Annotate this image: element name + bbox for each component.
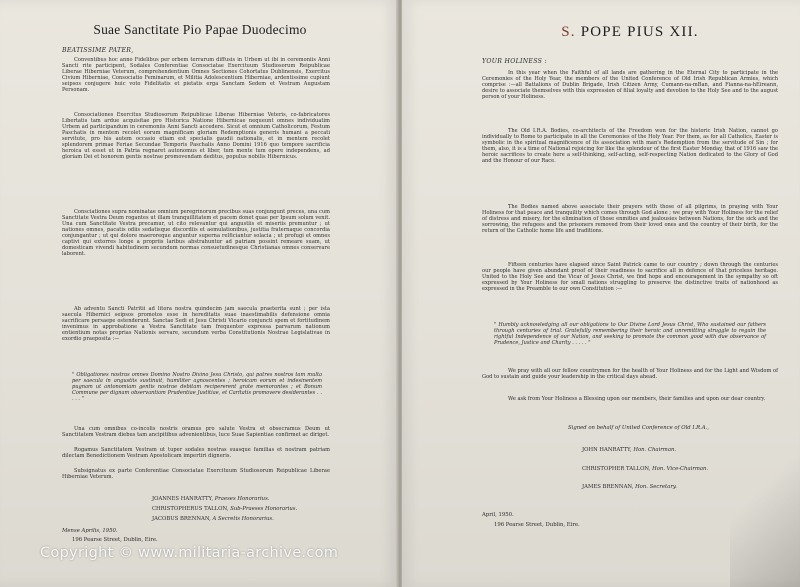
latin-paragraph-3: Consciationes supra nominatae omnium peregrinorum precibus suas conjungunt preces, una cum Sanctitate Vestra Deum rogantes ut illam tranquillitatem et pacem donet quae per Ipsum solum venit. Una cum Sanctitate Vestra precamur, ut cito relevantur qui angustiis et miseriis premuntur ; ut nationes omnes, pacatis odiis sedatisque discordiis et aemulationibus, justitia fraternaque concordia conjungantur ; ut qui dolore maeroreque anguntur superna relficiantur solacia ; ut profugi et omnes captivi qui extorres longe a propriis laribus abstrahuntur ad patriam possint remeare suam, ut domesticam vivendi habitudinem secundum normas consuetudinesque Christianas omnes conservare laborent. — [62, 209, 330, 258]
english-title — [480, 24, 780, 41]
signed-on-behalf-line: Signed on behalf of United Conference of Old I.R.A., — [568, 425, 709, 431]
english-address: 196 Pearse Street, Dublin, Eire. — [494, 522, 580, 528]
latin-signature-2 — [152, 506, 362, 513]
english-salutation: YOUR HOLINESS : — [482, 58, 547, 65]
latin-signature-1 — [152, 496, 362, 503]
signatory-name: JAMES BRENNAN, — [582, 484, 634, 490]
signatory-role: Hon. Vice-Chairman. — [652, 466, 709, 472]
signatory-role: Praeses Honorarius. — [214, 496, 270, 502]
signatory-role: Hon. Chairman. — [633, 447, 677, 453]
english-paragraph-5: We pray with all our fellow countrymen for the health of Your Holiness and for the Light and Wisdom of God to sustain and guide your leadership in the critical days ahead. — [482, 368, 778, 381]
latin-paragraph-4: Ab adventu Sancti Patritii ad litora nostra quindecim jam saecula praeterita sunt ; per ista saecula Hibernici seipsos promotos esse in hereditatis suae inaestimabilis defensione omnia sacrificare persaepe ostenderunt. Sanctae Sedi et Jesu Christi Vicario conjuncti spem et fortitudinem invenimus in approbatione a Vestra Sanctitate tam frequenter expressa parvarum nationum entientium notas proprias Nationis servare, secundum verba Constitutionis Nostrae Legislativae in exordio praeposita :— — [62, 306, 330, 343]
signatory-name: JACOBUS BRENNAN, — [152, 516, 211, 522]
english-paragraph-6: We ask from Your Holiness a Blessing upon our members, their families and upon our dear country. — [508, 396, 766, 402]
latin-constitution-quote: " Obligationes nostras omnes Domino Nostro Divino Jesu Christo, qui patres nostros tam multa per saecula in angustiis sustinuit, humiliter agnoscentes ; heroicam eorum et indesinentem pugnam ut antonomiam gentis nostrae debitam recipererent grate memorantes ; et Bonum Commune per dignam observantiam Prudentiae Justitiae, et Caritatis promovere desiderantes . . . . . " — [72, 372, 322, 403]
copyright-watermark: Copyright © www.militaria-archive.com — [40, 545, 339, 561]
latin-paragraph-1: Conventibus hoc anno Fidelibus per orbem terrarum diffusis in Urbem ut ibi in ceremoniis Anni Sancti rite participent, Sodales Conferentiae Consociatae Exercituum Studiosorum Reipublicae Liberae Hiberniae Veterum, comprehendentium Omnes Sectiones Cohortatus Dublinensis, Exercitus Civium Hiberniae, Consociatio Feminarum, et Militia Adolescentium Hiberniae, ardentissime cupiunt seipsos conjugere huic voto Fidelitatis et pietatis erga Sanctam Sedem et Vestram Augustam Personam. — [62, 57, 330, 94]
signatory-role: A Secretis Honorarius. — [212, 516, 274, 522]
page-corner-shadow — [730, 427, 800, 587]
signatory-name: JOANNES HANRATTY, — [152, 496, 214, 502]
english-paragraph-4: Fifteen centuries have elapsed since Saint Patrick came to our country ; down through the centuries our people have given abundant proof of their readiness to sacrifice all in defence of that priceless heritage. United to the Holy See and the Vicar of Jesus Christ, we find hope and encouragement in the sympathy so oft expressed by Your Holiness for small nations struggling to preserve the distinctive traits of nationhood as expressed in the Preamble to our own Constitution :— — [482, 262, 778, 293]
title-text: POPE PIUS XII. — [580, 24, 699, 40]
english-paragraph-2: The Old I.R.A. Bodies, co-architects of the Freedom won for the historic Irish Nation, cannot go individually to Rome to participate in all the Ceremonies of the Holy Year. For them, as for all Catholics, Easter is symbolic in the spiritual magnificence of its association with man's Redemption from the servitude of Sin ; for them, also, it is a time of National rejoicing for like the splendour of the first Easter Monday, that of 1916 saw the heroic sacrifices to create here a self-thinking, self-acting, self-respecting Nation dedicated to the Glory of God and the Honour of our Race. — [482, 128, 778, 165]
signatory-name: JOHN HANRATTY, — [582, 447, 632, 453]
latin-salutation: BEATISSIME PATER, — [62, 47, 134, 54]
english-letter-page — [402, 0, 800, 587]
latin-title: Suae Sanctitate Pio Papae Duodecimo — [93, 22, 307, 37]
latin-paragraph-5: Una cum omnibus co-incolis nostris oramus pro salute Vestra et obsecramus Deum ut Sanctitatem Vestram diebus tam ancipitibus advenientibus, luce Suae Sapientiae confirmet ac diriget. — [62, 426, 330, 439]
english-constitution-quote: " Humbly acknowledging all our obligations to Our Divine Lord Jesus Christ, Who sustained our fathers through centuries of trial. Gratefully remembering their heroic and unremitting struggle to regain the rightful Independence of our Nation, and seeking to promote the common good with due observance of Prudence, Justice and Charity . . . . . " — [494, 322, 766, 347]
signatory-name: CHRISTOPHER TALLON, — [582, 466, 651, 472]
english-paragraph-3: The Bodies named above associate their prayers with those of all pilgrims, in praying with Your Holiness for that peace and tranquility which comes through God alone ; we pray with Your Holiness for the relief of distress and misery, for the elimination of those enmities and jealousies between Nations, for the sick and the sorrowing, the refugees and the prisoners removed from their loved ones and the country of their birth, for the return of the Catholic home life and traditions. — [482, 204, 778, 235]
latin-paragraph-6: Rogamus Sanctitatem Vestram ut tuper sodales nostras suasque familias et nostram patriam dilectam Benedictionem Vestram Apostolicam impertiri digneris. — [62, 447, 330, 460]
english-paragraph-1: In this year when the Faithful of all lands are gathering in the Eternal City to participate in the Ceremonies of the Holy Year, the members of the United Conference of Old Irish Republican Armies, which comprise :—all Battalions of Dublin Brigade, Irish Citizen Army, Cumann-na-mBan, and Fianna-na-hEireann, desire to associate themselves with this expression of filial loyalty and devotion to the Holy See and to the august person of your Holiness. — [482, 70, 778, 101]
latin-letter-page — [0, 0, 398, 587]
latin-signature-3 — [152, 516, 362, 523]
latin-address: 196 Pearse Street, Dublin, Eire. — [72, 537, 158, 543]
signatory-role: Sub-Praeses Honorarius. — [230, 506, 298, 512]
latin-date: Mense Aprilis, 1950. — [62, 528, 118, 534]
title-prefix: S. — [561, 24, 576, 40]
latin-paragraph-2: Consociationes Exercitus Studiosorum Reipublicae Liberae Hiberniae Veteris, co-fabricatores Libertatis tam ardue acquisitae pro Historica Natione Hibernicae nequeunt omnes individuatim Urbem ad participandum in ceremoniis Anni Sancti accedere. Sicut et omnium Catholicorum, Festum Paschatis in mentem recolet eorum magnificam gloriam Redemptionis generis humani a peccati servitute, pro his autem occasio etiam est specialis gaudii nationalis, et in mentem recolet splendorem primae Feriae Secundae Temporis Paschalis Anno Domini 1916 quo tempore sacrificia heroica ut esset ut in Patria regnaret autonomus et liber, tum mente tum opere independens, ad gloriam Dei et honorem gentis nostrae promovendam deditus, populus nobilis Hibernicus. — [62, 112, 330, 161]
signatory-role: Hon. Secretary. — [635, 484, 677, 490]
english-date: April, 1950. — [482, 512, 514, 518]
signatory-name: CHRISTOPHERUS TALLON, — [152, 506, 229, 512]
latin-paragraph-7: Subsignatus ex parte Conferentiae Consociatae Exercituum Studiosorum Reipublicae Liberae Hiberniae Veterum. — [62, 468, 330, 481]
